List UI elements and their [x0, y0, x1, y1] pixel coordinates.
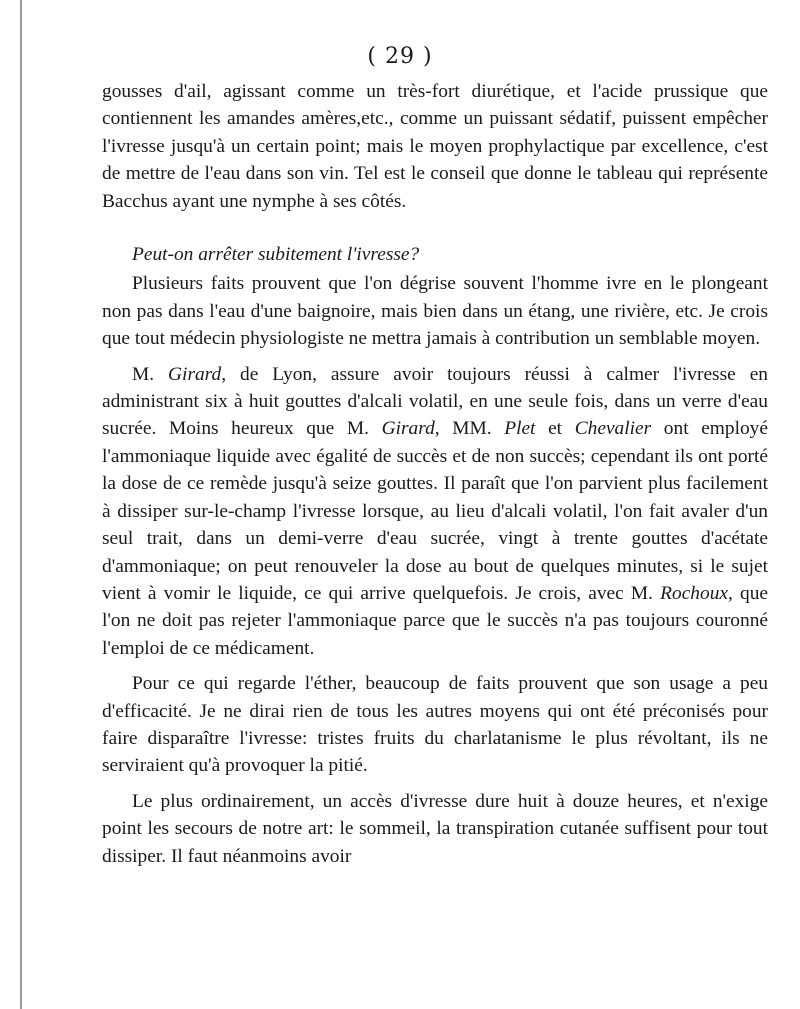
- page-number: ( 29 ): [367, 44, 433, 69]
- text-run: et: [535, 418, 575, 440]
- italic-name: Rochoux,: [660, 582, 733, 604]
- text-run: Pour ce qui regarde l'éther, beaucoup de faits prouvent que son usage a peu d'efficacité. Je ne dirai rien de tous les autres moyens qui ont été préconisés pour faire disparaître l'ivresse: tristes fruits du charlatanisme le plus révoltant, ils ne serviraient qu'à provoquer la pitié.: [102, 673, 768, 777]
- paragraph-3: [102, 670, 768, 780]
- paragraph-2: [102, 361, 768, 662]
- text-run: de Lyon, assure avoir toujours réussi à calmer l'ivresse en administrant six à huit gouttes d'alcali volatil, en une seule fois, dans un verre d'eau sucrée. Moins heureux que M.: [102, 363, 769, 440]
- section-heading: Peut-on arrêter subitement l'ivresse?: [132, 244, 420, 266]
- text-body: [102, 78, 768, 870]
- italic-name: Chevalier: [574, 418, 652, 440]
- paragraph-4: [102, 788, 768, 870]
- text-run: Plusieurs faits prouvent que l'on dégrise souvent l'homme ivre en le plongeant non pas dans l'eau d'une baignoire, mais bien dans un étang, une rivière, etc. Je crois que tout médecin physiologiste ne mettra jamais à contribution un semblable moyen.: [102, 273, 768, 350]
- italic-name: Girard,: [168, 363, 227, 385]
- page-edge: [20, 0, 22, 1009]
- paragraph-1: [102, 270, 768, 352]
- continuation-paragraph: [102, 78, 768, 215]
- text-run: ont employé l'ammoniaque liquide avec égalité de succès et de non succès; cependant ils ont porté la dose de ce remède jusqu'à seize gouttes. Il paraît que l'on parvient plus facilement à dissiper sur-le-champ l'ivresse lorsque, au lieu d'alcali volatil, l'on fait avaler d'un seul trait, dans un demi-verre d'eau sucrée, vingt à trente gouttes d'acétate d'ammoniaque; on peut renouveler la dose au bout de quelques minutes, si le sujet vient à vomir le liquide, ce qui arrive quelquefois. Je crois, avec M.: [102, 418, 768, 604]
- italic-name: Plet: [504, 418, 536, 440]
- text-run: M.: [132, 363, 169, 385]
- italic-name: Girard,: [381, 418, 440, 440]
- text-run: MM.: [439, 418, 505, 440]
- text-run: Le plus ordinairement, un accès d'ivresse dure huit à douze heures, et n'exige point les secours de notre art: le sommeil, la transpiration cutanée suffisent pour tout dissiper. Il faut néanmoins avoir: [102, 790, 768, 867]
- text-run: gousses d'ail, agissant comme un très-fort diurétique, et l'acide prussique que contiennent les amandes amères,etc., comme un puissant sédatif, puissent empêcher l'ivresse jusqu'à un certain point; mais le moyen prophylactique par excellence, c'est de mettre de l'eau dans son vin. Tel est le conseil que donne le tableau qui représente Bacchus ayant une nymphe à ses côtés.: [102, 81, 768, 212]
- text-run: que l'on ne doit pas rejeter l'ammoniaque parce que le succès n'a pas toujours couronné l'emploi de ce médicament.: [102, 582, 768, 659]
